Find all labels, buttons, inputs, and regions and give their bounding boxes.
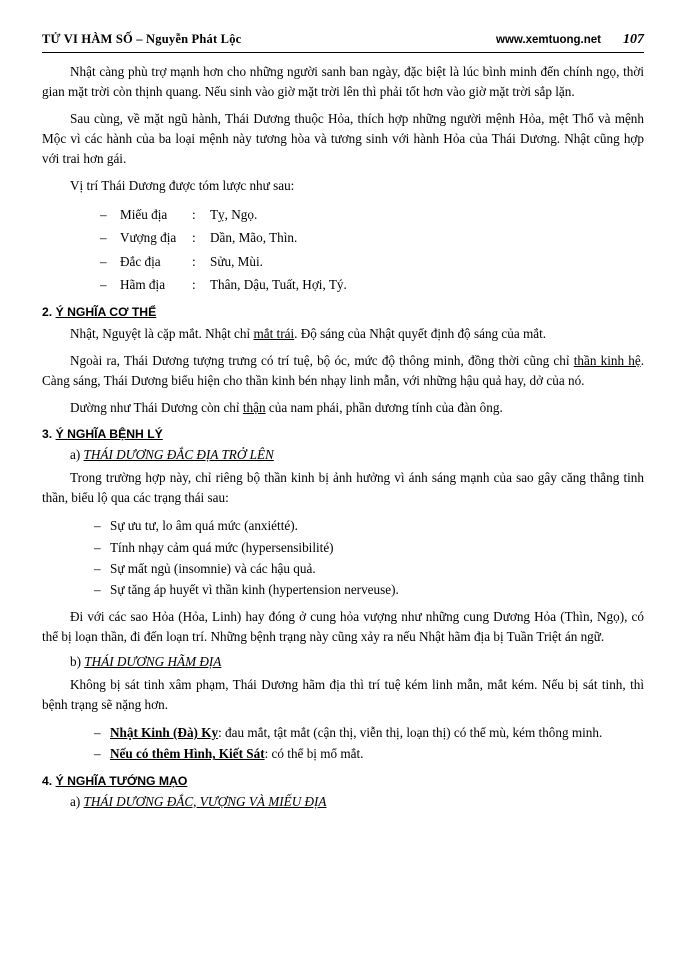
header-book-title: TỬ VI HÀM SỐ – Nguyễn Phát Lộc — [42, 32, 242, 46]
dash-marker: – — [100, 207, 107, 223]
paragraph-4 — [42, 324, 644, 344]
page-number: 107 — [623, 32, 644, 47]
symptom-text: Sự tăng áp huyết vì thần kinh (hypertension nerveuse). — [110, 582, 399, 598]
list-item — [42, 579, 644, 600]
subsection-heading-3a — [42, 447, 644, 463]
dash-marker: – — [100, 253, 107, 269]
section-title: Ý NGHĨA BỆNH LÝ — [55, 427, 163, 441]
position-colon: : — [192, 230, 196, 246]
bullet-text: : có thể bị mổ mắt. — [264, 746, 364, 762]
position-value: Dần, Mão, Thìn. — [210, 230, 298, 246]
position-list — [42, 203, 644, 295]
paragraph-6-underline: thận — [242, 399, 266, 415]
subsection-label: b) — [70, 653, 85, 669]
position-label: Vượng địa — [120, 230, 177, 246]
paragraph-4-text-a: Nhật, Nguyệt là cặp mắt. Nhật chỉ — [70, 325, 254, 341]
page-header — [42, 32, 644, 52]
header-right-group — [496, 32, 644, 48]
list-item — [42, 537, 644, 558]
dash-marker: – — [100, 230, 107, 246]
paragraph-1: Nhật càng phù trợ mạnh hơn cho những người sanh ban ngày, đặc biệt là lúc bình minh đến chính ngọ, thời gian mặt trời còn thịnh quang. Nếu sinh vào giờ mặt trời lên thì phải tốt hơn vào giờ mặt trời sắp lặn. — [42, 64, 644, 100]
list-item — [42, 515, 644, 536]
bullet-term: Nếu có thêm Hình, Kiết Sát — [110, 746, 265, 762]
paragraph-8: Đi với các sao Hỏa (Hỏa, Linh) hay đóng ở cung hỏa vượng như những cung Dương Hỏa (Thìn, Ngọ), có thể bị loạn thần, đi đến loạn trí. Những bệnh trạng này cũng xảy ra nếu Nhật hãm địa bị Tuần Triệt án ngữ. — [42, 608, 644, 644]
section-title: Ý NGHĨA CƠ THỂ — [55, 304, 157, 319]
header-website: www.xemtuong.net — [496, 34, 601, 46]
subsection-label: a) — [70, 447, 84, 462]
paragraph-5-text-b: . Càng sáng, Thái Dương biểu hiện cho thần kinh bén nhạy linh mẫn, với những hậu quả hay, dở của nó. — [42, 352, 644, 388]
symptom-text: Sự mất ngủ (insomnie) và các hậu quả. — [110, 560, 316, 576]
section-heading-4 — [42, 774, 644, 788]
paragraph-2: Sau cùng, về mặt ngũ hành, Thái Dương thuộc Hỏa, thích hợp những người mệnh Hỏa, mệt Thổ và mệnh Mộc vì các hành của ba loại mệnh này tương hòa và tương sinh với hành Hỏa của Thái Dương. Nhật cũng hợp với trai hơn gái. — [42, 111, 644, 167]
list-item — [42, 226, 644, 249]
list-item — [42, 743, 644, 764]
bullet-text: : đau mắt, tật mắt (cận thị, viễn thị, loạn thị) có thể mù, kém thông minh. — [218, 724, 603, 740]
subsection-title: THÁI DƯƠNG ĐẮC, VƯỢNG VÀ MIẾU ĐỊA — [83, 793, 327, 809]
paragraph-6-text-b: của nam phái, phần dương tính của đàn ông. — [265, 399, 503, 415]
symptom-text: Sự ưu tư, lo âm quá mức (anxiétté). — [110, 518, 298, 534]
subsection-heading-4a — [42, 794, 644, 810]
section-number: 2. — [42, 304, 56, 319]
paragraph-4-underline: mắt trái — [253, 325, 295, 341]
list-item — [42, 273, 644, 296]
bullet-term: Nhật Kinh (Đà) Ky — [110, 724, 219, 740]
symptom-text: Tính nhạy cảm quá mức (hypersensibilité) — [110, 539, 334, 555]
list-item — [42, 558, 644, 579]
paragraph-5 — [42, 351, 644, 391]
subsection-label: a) — [70, 793, 84, 809]
dash-marker: – — [94, 539, 101, 555]
section-title: Ý NGHĨA TƯỚNG MẠO — [55, 773, 188, 788]
header-divider — [42, 52, 644, 53]
dash-marker: – — [94, 746, 101, 762]
position-value: Thân, Dậu, Tuất, Hợi, Tý. — [210, 276, 347, 292]
paragraph-3: Vị trí Thái Dương được tóm lược như sau: — [70, 178, 295, 194]
position-row — [120, 226, 297, 249]
dash-marker: – — [94, 582, 101, 598]
subsection-title: THÁI DƯƠNG ĐẮC ĐỊA TRỞ LÊN — [83, 447, 274, 462]
dash-marker: – — [94, 518, 101, 534]
list-item — [42, 722, 644, 743]
paragraph-5-underline: thần kinh hệ — [573, 352, 641, 368]
position-row — [120, 250, 263, 273]
position-label: Miếu địa — [120, 207, 168, 223]
paragraph-7: Trong trường hợp này, chỉ riêng bộ thần kinh bị ảnh hưởng vì ánh sáng mạnh của sao gây căng thẳng tinh thần, biểu lộ qua các trạng thái sau: — [42, 470, 644, 506]
dash-marker: – — [100, 276, 107, 292]
position-value: Sửu, Mùi. — [210, 253, 263, 269]
paragraph-5-text-a: Ngoài ra, Thái Dương tượng trưng có trí tuệ, bộ óc, mức độ thông minh, đồng thời cũng chỉ — [70, 352, 574, 368]
position-colon: : — [192, 253, 196, 269]
dash-marker: – — [94, 724, 101, 740]
symptom-list — [42, 515, 644, 601]
section-heading-2 — [42, 305, 644, 319]
list-item — [42, 203, 644, 226]
position-colon: : — [192, 207, 196, 223]
section-number: 4. — [42, 773, 56, 788]
section-number: 3. — [42, 427, 56, 441]
paragraph-6 — [42, 398, 644, 418]
position-row — [120, 203, 257, 226]
dash-marker: – — [94, 560, 101, 576]
paragraph-9: Không bị sát tinh xâm phạm, Thái Dương hãm địa thì trí tuệ kém linh mẫn, mắt kém. Nếu bị sát tinh, thì bệnh trạng sẽ nặng hơn. — [42, 676, 644, 712]
subsection-title: THÁI DƯƠNG HÃM ĐỊA — [84, 653, 222, 669]
subsection-heading-3b — [42, 654, 644, 670]
list-item — [42, 250, 644, 273]
position-label: Hãm địa — [120, 276, 166, 292]
bold-bullet-list — [42, 722, 644, 765]
position-colon: : — [192, 276, 196, 292]
position-label: Đắc địa — [120, 253, 161, 269]
position-row — [120, 273, 347, 296]
paragraph-4-text-b: . Độ sáng của Nhật quyết định độ sáng của mắt. — [294, 325, 547, 341]
position-value: Tỵ, Ngọ. — [210, 207, 258, 223]
paragraph-6-text-a: Dường như Thái Dương còn chỉ — [70, 399, 243, 415]
section-heading-3 — [42, 427, 644, 441]
